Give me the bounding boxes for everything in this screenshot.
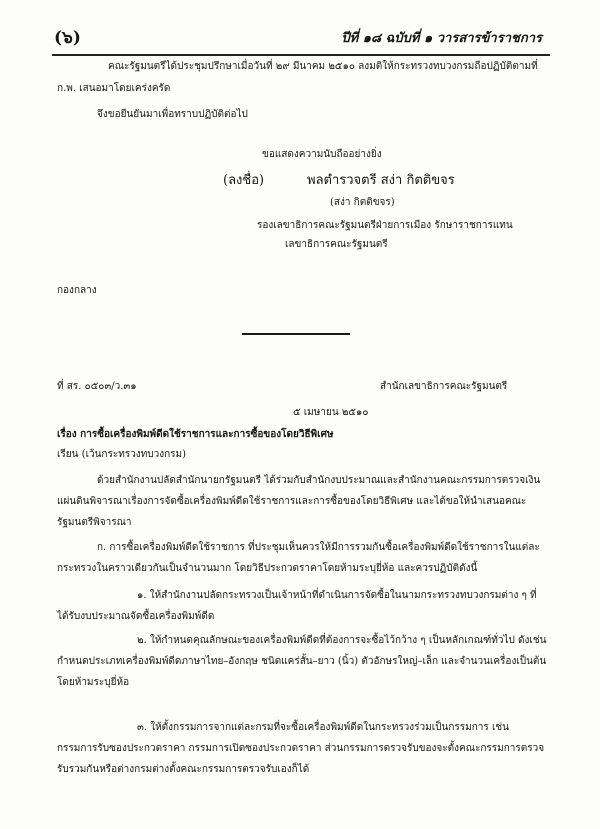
department: กองกลาง — [57, 285, 97, 296]
paragraph-3: ๓. ให้ตั้งกรรมการจากแต่ละกรมที่จะซื้อเครื่องพิมพ์ดีดในกระทรวงร่วมเป็นกรรมการ เช่น กรรมการรับซองประกวดราคา กรรมการเปิดซองประกวดราคา ส่วนกรรมการตรวจรับของจะตั้งคณะกรรมการตรวจรับรวมกันหรือต่างกรมต่างตั้งคณะกรรมการตรวจรับเองก็ได้ — [57, 722, 545, 775]
letter-recipient: เรียน (เว้นกระทรวงทบวงกรม) — [57, 449, 187, 460]
journal-header: ปีที่ ๑๘ ฉบับที่ ๑ วารสารข้าราชการ — [341, 31, 542, 46]
signatory-position-1: รองเลขาธิการคณะรัฐมนตรีฝ่ายการเมือง รักษาราชการแทน — [257, 220, 513, 231]
first-part-line-1: คณะรัฐมนตรีได้ประชุมปรึกษาเมื่อวันที่ ๒๙ มีนาคม ๒๕๑๐ ลงมติให้กระทรวงทบวงกรมถือปฏิบัติตามที่ — [108, 61, 538, 72]
header-rule — [52, 54, 550, 56]
paragraph-2: ๒. ให้กำหนดคุณลักษณะของเครื่องพิมพ์ดีดที่ต้องการจะซื้อไว้กว้าง ๆ เป็นหลักเกณฑ์ทั่วไป ดังเช่นกำหนดประเภทเครื่องพิมพ์ดีดภาษาไทย–อังกฤษ ชนิดแคร่สั้น–ยาว (นิ้ว) ตัวอักษรใหญ่–เล็ก และจำนวนเครื่องเป็นต้น โดยห้ามระบุยี่ห้อ — [57, 635, 547, 688]
signatory-position-2: เลขาธิการคณะรัฐมนตรี — [285, 239, 388, 250]
signatory-name-parenthetical: (สง่า กิตติขจร) — [330, 197, 395, 208]
letter-date: ๕ เมษายน ๒๕๑๐ — [293, 407, 369, 418]
separator-rule — [242, 333, 350, 335]
reference-number: ที่ สร. ๐๕๐๓/ว.๓๑ — [57, 381, 137, 392]
letter-subject: เรื่อง การซื้อเครื่องพิมพ์ดีดใช้ราชการและการซื้อของโดยวิธีพิเศษ — [57, 429, 334, 440]
page-number: (๖) — [54, 28, 81, 48]
signatory-name: พลตำรวจตรี สง่า กิตติขจร — [307, 173, 455, 188]
signed-label: (ลงชื่อ) — [223, 173, 265, 188]
first-part-line-3: จึงขอยืนยันมาเพื่อทราบปฏิบัติต่อไป — [97, 109, 248, 120]
paragraph-intro: ด้วยสำนักงานปลัดสำนักนายกรัฐมนตรี ได้ร่วมกับสำนักงบประมาณและสำนักงานคณะกรรมการตรวจเงินแผ่นดินพิจารณาเรื่องการจัดซื้อเครื่องพิมพ์ดีดใช้ราชการและการซื้อของโดยวิธีพิเศษ และได้ขอให้นำเสนอคณะรัฐมนตรีพิจารณา — [57, 475, 541, 528]
issuing-office: สำนักเลขาธิการคณะรัฐมนตรี — [380, 381, 508, 392]
paragraph-1: ๑. ให้สำนักงานปลัดกระทรวงเป็นเจ้าหน้าที่ดำเนินการจัดซื้อในนามกระทรวงทบวงกรมต่าง ๆ ที่ได้รับงบประมาณจัดซื้อเครื่องพิมพ์ดีด — [57, 590, 537, 622]
paragraph-a: ก. การซื้อเครื่องพิมพ์ดีดใช้ราชการ ที่ประชุมเห็นควรให้มีการรวมกันซื้อเครื่องพิมพ์ดีดใช้ราชการในแต่ละกระทรวงในคราวเดียวกันเป็นจำนวนมาก โดยวิธีประกวดราคาโดยห้ามระบุยี่ห้อ และควรปฏิบัติดังนี้ — [57, 542, 540, 574]
first-part-line-2: ก.พ. เสนอมาโดยเคร่งครัด — [57, 83, 171, 94]
closing-phrase: ขอแสดงความนับถืออย่างยิ่ง — [262, 149, 382, 160]
